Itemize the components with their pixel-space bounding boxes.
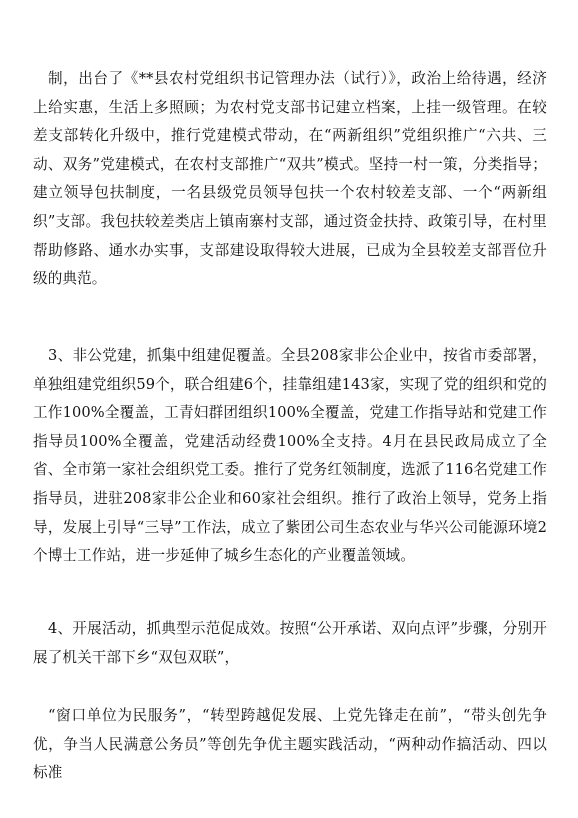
- paragraph-practice-activities: “窗口单位为民服务”，“转型跨越促发展、上党先锋走在前”，“带头创先争优，争当人民满意公务员”等创先争优主题实践活动，“两种动作搞活动、四以标准: [33, 707, 547, 782]
- paragraph-model-activities: 4、开展活动，抓典型示范促成效。按照“公开承诺、双向点评”步骤，分别开展了机关干部下乡“双包双联”，: [33, 620, 547, 666]
- paragraph-non-public-party-building: 3、非公党建，抓集中组建促覆盖。全县208家非公企业中，按省市委部署，单独组建党组织59个，联合组建6个，挂靠组建143家，实现了党的组织和党的工作100%全覆盖，工青妇群团组织100%全覆盖，党建工作指导站和党建工作指导员100%全覆盖，党建活动经费100%全支持。4月在县民政局成立了全省、全市第一家社会组织党工委。推行了党务红领制度，选派了116名党建工作指导员，进驻208家非公企业和60家社会组织。推行了政治上领导，党务上指导，发展上引导“三导”工作法，成立了紫团公司生态农业与华兴公司能源环境2个博士工作站，进一步延伸了城乡生态化的产业覆盖领域。: [33, 347, 547, 565]
- paragraph-party-secretary-management: 制，出台了《**县农村党组织书记管理办法（试行）》，政治上给待遇，经济上给实惠，生活上多照顾；为农村党支部书记建立档案，上挂一级管理。在较差支部转化升级中，推行党建模式带动，在“两新组织”党组织推广“六共、三动、双务”党建模式，在农村支部推广“双共”模式。坚持一村一策，分类指导；建立领导包扶制度，一名县级党员领导包扶一个农村较差支部、一个“两新组织”支部。我包扶较差类店上镇南寨村支部，通过资金扶持、政策引导，在村里帮助修路、通水办实事，支部建设取得较大进展，已成为全县较差支部晋位升级的典范。: [33, 70, 547, 288]
